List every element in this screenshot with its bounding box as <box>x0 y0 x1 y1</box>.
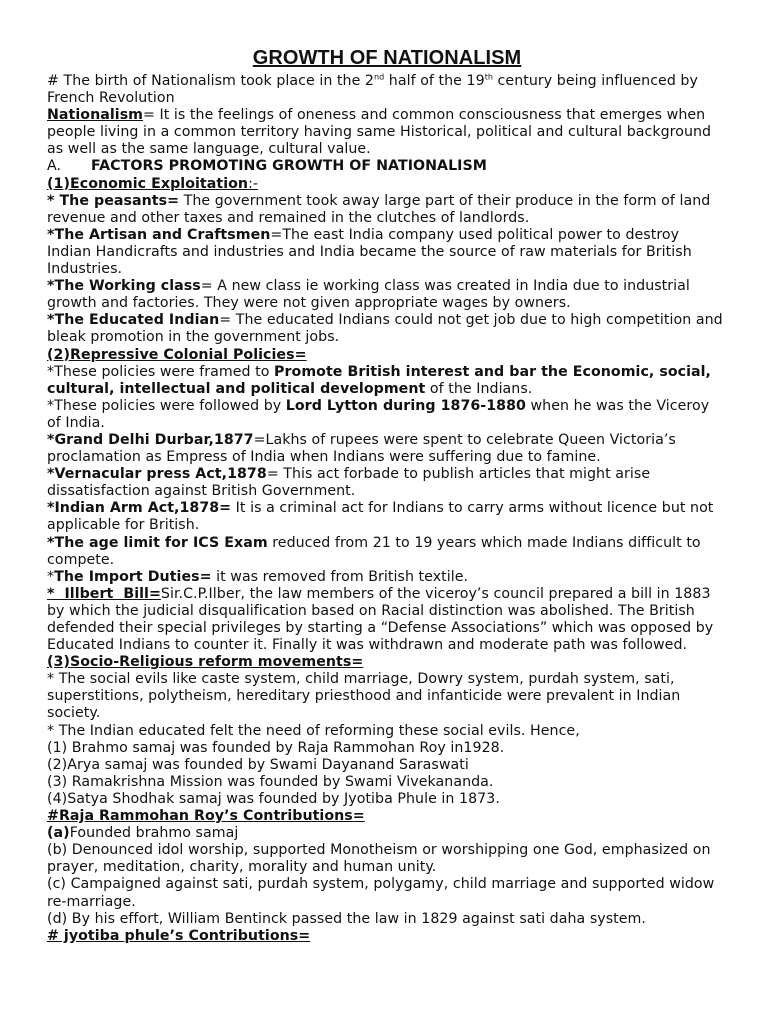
document-page <box>47 46 727 945</box>
policies-framed-bold: Promote British interest and bar the Economic, social, cultural, intellectual and political development <box>47 363 711 397</box>
policies-framed-text-2: of the Indians. <box>425 380 533 397</box>
roy-contribution-a-text: Founded brahmo samaj <box>69 825 239 842</box>
lord-lytton-text-1: *These policies were followed by <box>47 397 286 414</box>
policies-framed-paragraph <box>47 364 727 398</box>
document-title: GROWTH OF NATIONALISM <box>252 47 522 69</box>
vernacular-press-label: *Vernacular press Act,1878 <box>47 466 267 483</box>
roy-contribution-a <box>47 825 727 842</box>
ilbert-bill-text: Sir.C.P.Ilber, the law members of the viceroy’s council prepared a bill in 1883 by which the judicial disqualification based on Racial distinction was abolished. The British defended their special privileges by starting a “Defense Associations” which was opposed by Educated Indians to counter it. Finally it was withdrawn and moderate path was followed. <box>47 585 714 654</box>
import-duties-label: The Import Duties= <box>54 568 212 585</box>
repressive-policies-heading: (2)Repressive Colonial Policies= <box>47 346 307 363</box>
section-a-heading <box>47 158 727 175</box>
delhi-durbar-label: *Grand Delhi Durbar,1877 <box>47 431 254 448</box>
socio-religious-heading: (3)Socio-Religious reform movements= <box>47 654 364 671</box>
working-class-label: *The Working class <box>47 278 201 295</box>
reform-list-item: (1) Brahmo samaj was founded by Raja Rammohan Roy in1928. <box>47 739 505 756</box>
lord-lytton-paragraph <box>47 398 727 432</box>
intro-text-1: # The birth of Nationalism took place in the 2 <box>47 73 374 89</box>
working-class-text: = A new class ie working class was created in India due to industrial growth and factories. They were not given appropriate wages by owners. <box>47 278 690 312</box>
working-class-paragraph <box>47 278 727 312</box>
intro-sup-th: th <box>484 72 493 82</box>
delhi-durbar-paragraph <box>47 432 727 466</box>
vernacular-press-text: = This act forbade to publish articles that might arise dissatisfaction against British Government. <box>47 466 651 500</box>
roy-contribution-d: (d) By his effort, William Bentinck passed the law in 1829 against sati daha system. <box>47 910 646 927</box>
economic-exploitation-suffix: :- <box>248 175 259 192</box>
arm-act-text: It is a criminal act for Indians to carry arms without licence but not applicable for British. <box>47 500 714 534</box>
reform-list-item: (3) Ramakrishna Mission was founded by Swami Vivekananda. <box>47 773 494 790</box>
intro-sup-nd: nd <box>374 72 385 82</box>
roy-contribution-c: (c) Campaigned against sati, purdah system, polygamy, child marriage and supported widow re-marriage. <box>47 876 715 910</box>
section-a-letter: A. <box>47 158 62 175</box>
peasants-paragraph <box>47 193 727 227</box>
reform-list-item: (4)Satya Shodhak samaj was founded by Jyotiba Phule in 1873. <box>47 790 500 807</box>
intro-text-3: century being influenced by French Revolution <box>47 73 698 107</box>
ilbert-bill-label: * Illbert Bill= <box>47 585 161 602</box>
jyotiba-phule-heading: # jyotiba phule’s Contributions= <box>47 927 311 944</box>
intro-paragraph <box>47 73 727 107</box>
artisan-text: =The east India company used political power to destroy Indian Handicrafts and industries and India became the source of raw materials for British Industries. <box>47 226 692 278</box>
educated-indian-label: *The Educated Indian <box>47 312 220 329</box>
roy-contribution-b: (b) Denounced idol worship, supported Monotheism or worshipping one God, emphasized on prayer, meditation, charity, morality and human unity. <box>47 842 711 876</box>
rammohan-roy-heading: #Raja Rammohan Roy’s Contributions= <box>47 808 365 825</box>
ics-exam-paragraph <box>47 535 727 569</box>
lord-lytton-text-2: when he was the Viceroy of India. <box>47 397 710 431</box>
arm-act-paragraph <box>47 500 727 534</box>
roy-contribution-a-label: (a) <box>47 825 70 842</box>
ics-exam-label: *The age limit for ICS Exam <box>47 534 268 551</box>
nationalism-definition <box>47 107 727 158</box>
arm-act-label: *Indian Arm Act,1878= <box>47 500 232 517</box>
nationalism-text: = It is the feelings of oneness and common consciousness that emerges when people living in a common territory having same Historical, political and cultural background as well as the same language, cultural value. <box>47 107 712 158</box>
policies-framed-text-1: *These policies were framed to <box>47 363 275 380</box>
educated-indian-paragraph <box>47 312 727 346</box>
artisan-label: *The Artisan and Craftsmen <box>47 226 271 243</box>
economic-exploitation-title: (1)Economic Exploitation <box>47 175 249 192</box>
reform-need-paragraph: * The Indian educated felt the need of reforming these social evils. Hence, <box>47 722 580 739</box>
artisan-paragraph <box>47 227 727 278</box>
social-evils-paragraph: * The social evils like caste system, child marriage, Dowry system, purdah system, sati, superstitions, polytheism, hereditary priesthood and infanticide were prevalent in Indian society. <box>47 671 681 722</box>
nationalism-term: Nationalism <box>47 107 144 124</box>
import-duties-text: it was removed from British textile. <box>211 568 469 585</box>
educated-indian-text: = The educated Indians could not get job due to high competition and bleak promotion in the government jobs. <box>47 312 723 346</box>
ilbert-bill-paragraph <box>47 586 727 654</box>
peasants-text: The government took away large part of their produce in the form of land revenue and other taxes and remained in the clutches of landlords. <box>47 192 711 226</box>
lord-lytton-bold: Lord Lytton during 1876-1880 <box>285 397 526 414</box>
vernacular-press-paragraph <box>47 466 727 500</box>
intro-text-2: half of the 19 <box>384 73 485 89</box>
ics-exam-text: reduced from 21 to 19 years which made Indians difficult to compete. <box>47 534 701 568</box>
economic-exploitation-heading <box>47 176 727 193</box>
section-a-title: FACTORS PROMOTING GROWTH OF NATIONALISM <box>91 158 487 175</box>
delhi-durbar-text: =Lakhs of rupees were spent to celebrate Queen Victoria’s proclamation as Empress of India when Indians were suffering due to famine. <box>47 431 676 466</box>
reform-list-item: (2)Arya samaj was founded by Swami Dayanand Saraswati <box>47 756 469 773</box>
peasants-label: * The peasants= <box>47 192 180 209</box>
import-duties-star: * <box>47 568 55 585</box>
import-duties-paragraph <box>47 569 727 586</box>
